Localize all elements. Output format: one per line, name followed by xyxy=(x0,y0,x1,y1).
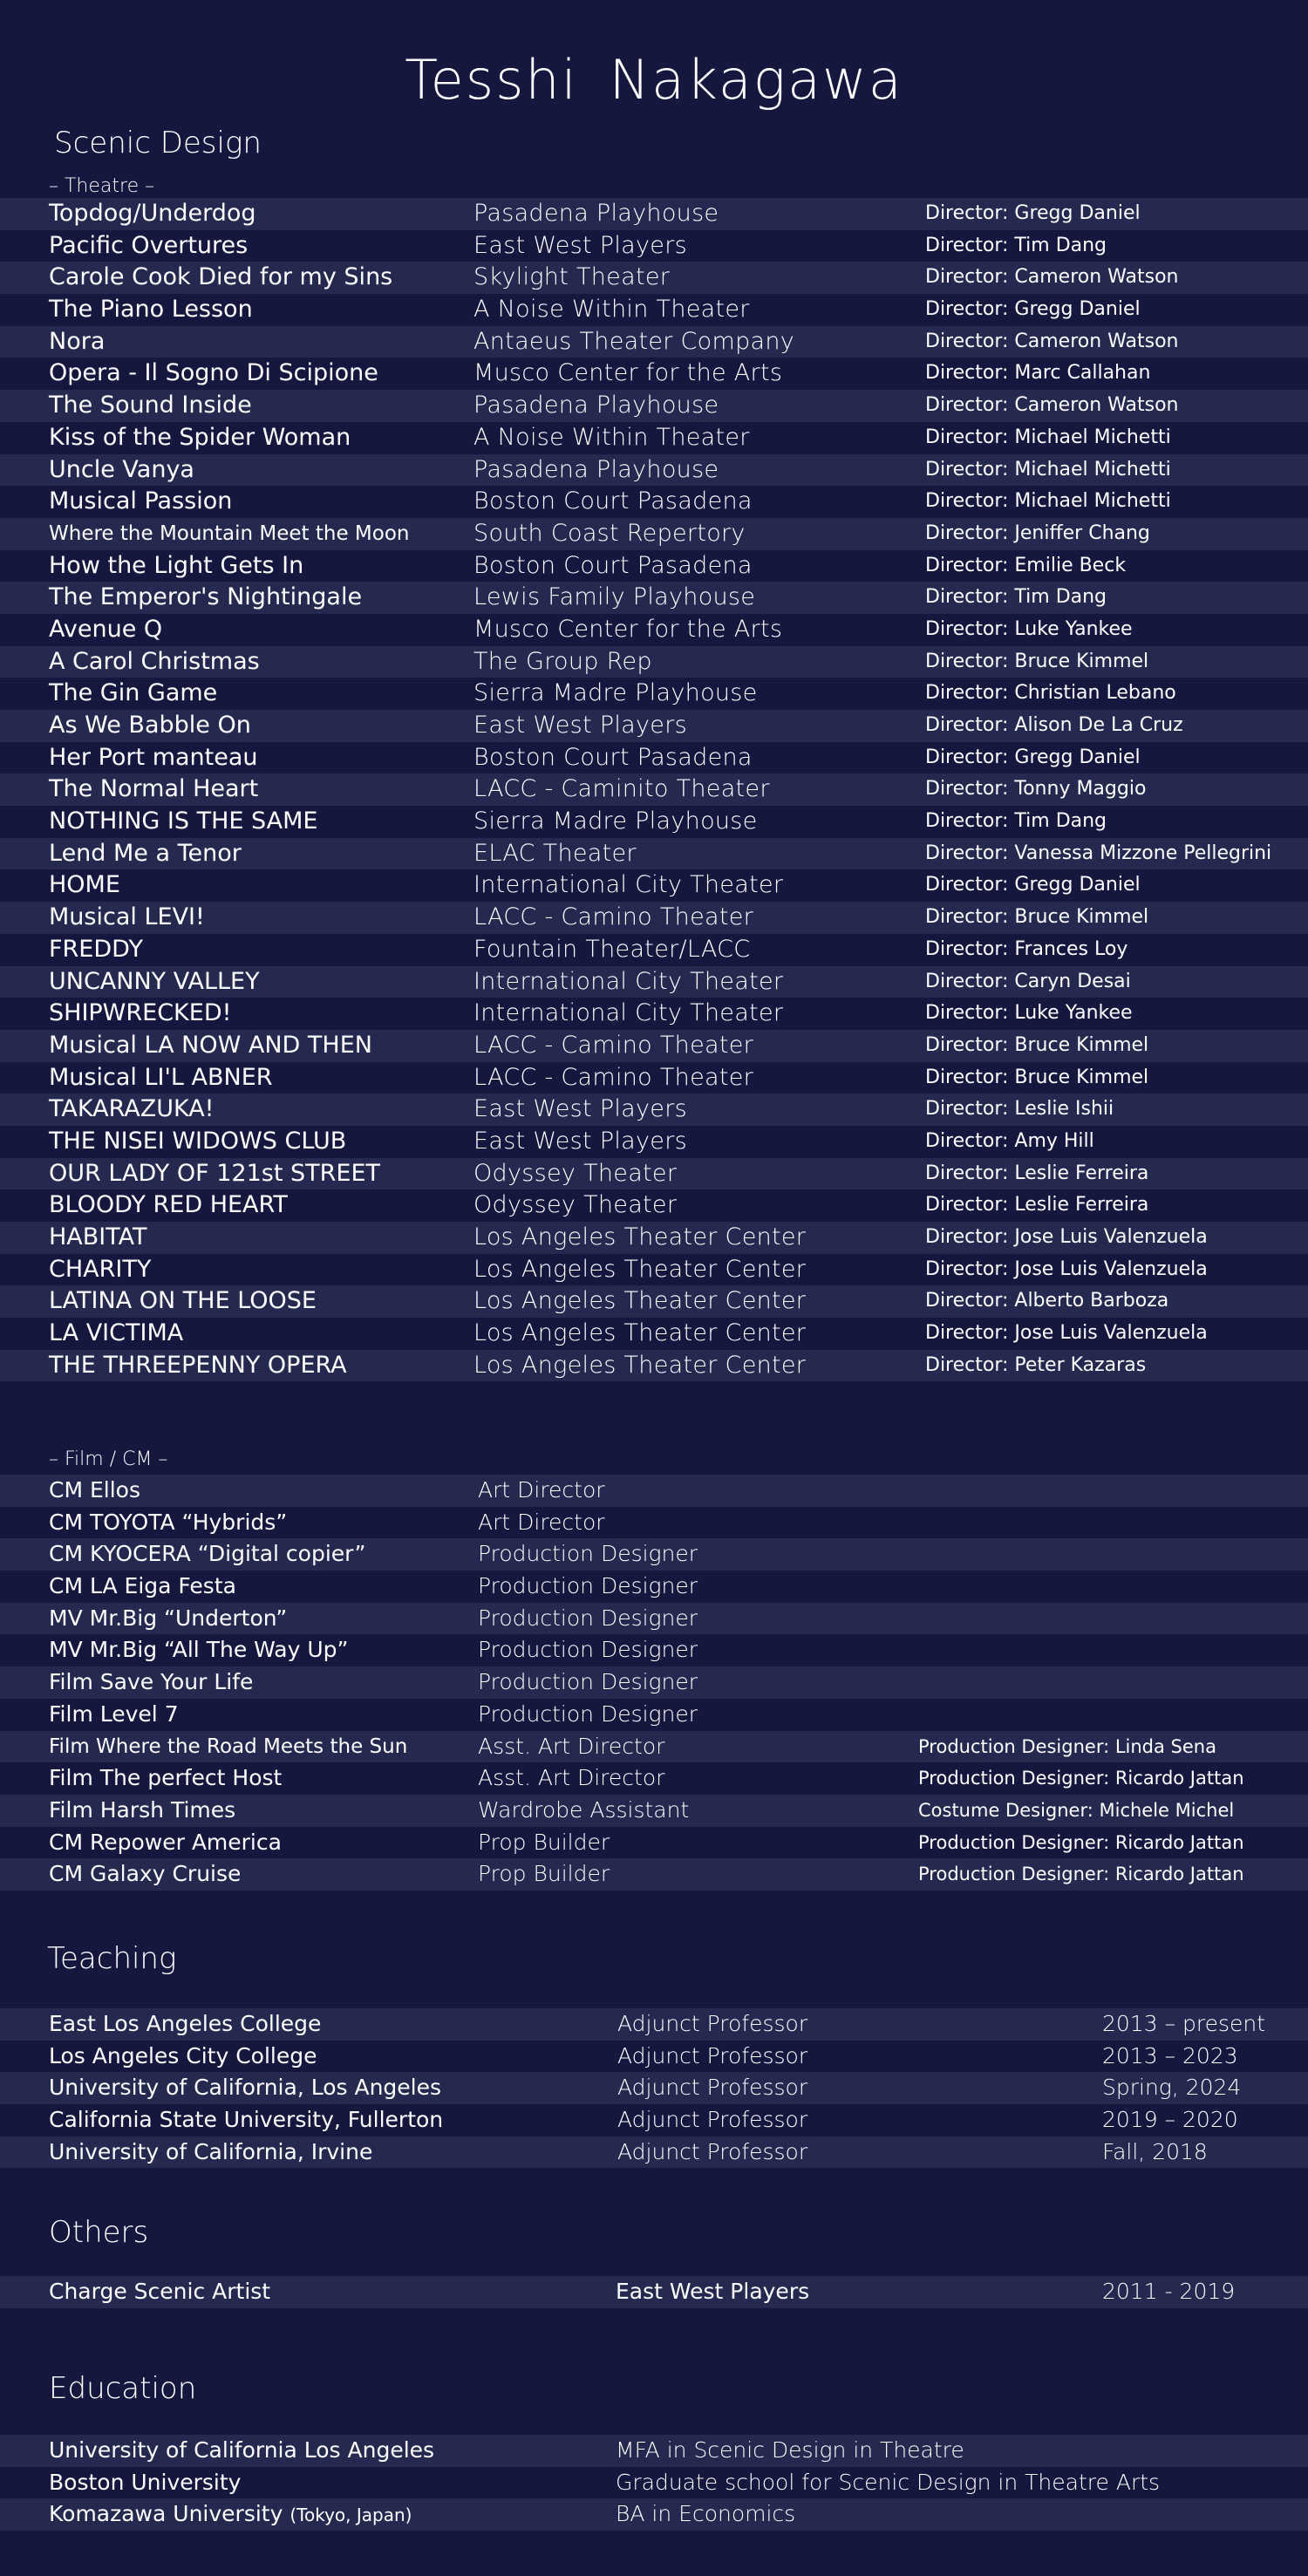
school-text: Komazawa University xyxy=(49,2501,283,2527)
theatre-credit-row xyxy=(0,486,1308,518)
theatre-credit-row xyxy=(0,262,1308,294)
theatre-credit-row xyxy=(0,518,1308,550)
venue: Lewis Family Playhouse xyxy=(473,583,756,611)
project-title: CM Galaxy Cruise xyxy=(49,1861,242,1887)
venue: Musco Center for the Arts xyxy=(473,615,783,643)
director-credit: Director: Michael Michetti xyxy=(925,490,1171,513)
production-title: THE THREEPENNY OPERA xyxy=(49,1351,347,1379)
director-credit: Director: Frances Loy xyxy=(925,937,1128,960)
film-credit-row xyxy=(0,1666,1308,1699)
film-credit-row xyxy=(0,1795,1308,1827)
director-credit: Director: Tim Dang xyxy=(925,586,1107,609)
role: Prop Builder xyxy=(478,1829,610,1855)
director-credit: Director: Bruce Kimmel xyxy=(925,1033,1149,1056)
director-credit: Director: Jose Luis Valenzuela xyxy=(925,1226,1208,1248)
venue: Boston Court Pasadena xyxy=(473,551,753,579)
director-credit: Director: Cameron Watson xyxy=(925,394,1179,417)
director-credit: Director: Alberto Barboza xyxy=(925,1290,1169,1312)
role: Production Designer xyxy=(478,1541,698,1567)
director-credit: Director: Bruce Kimmel xyxy=(925,1066,1149,1088)
venue: Sierra Madre Playhouse xyxy=(473,679,758,707)
project-title: CM LA Eiga Festa xyxy=(49,1573,236,1599)
role: Production Designer xyxy=(478,1573,698,1599)
production-title: How the Light Gets In xyxy=(49,551,304,579)
degree: Graduate school for Scenic Design in Theatre Arts xyxy=(616,2469,1161,2495)
production-title: Musical LA NOW AND THEN xyxy=(49,1031,372,1059)
film-credit-row xyxy=(0,1634,1308,1666)
theatre-credit-row xyxy=(0,326,1308,358)
position: Adjunct Professor xyxy=(617,2107,808,2133)
director-credit: Director: Jose Luis Valenzuela xyxy=(925,1322,1208,1345)
teaching-row xyxy=(0,2072,1308,2104)
production-title: THE NISEI WIDOWS CLUB xyxy=(49,1127,347,1155)
degree: MFA in Scenic Design in Theatre xyxy=(616,2437,964,2463)
production-title: Kiss of the Spider Woman xyxy=(49,423,351,451)
production-title: TAKARAZUKA! xyxy=(49,1095,215,1123)
location-note: (Tokyo, Japan) xyxy=(290,2504,412,2526)
resume-name: Tesshi Nakagawa xyxy=(405,48,903,112)
role: Production Designer xyxy=(478,1700,698,1727)
theatre-credit-row xyxy=(0,198,1308,230)
venue: Pasadena Playhouse xyxy=(473,455,719,483)
designer-credit: Production Designer: Ricardo Jattan xyxy=(918,1768,1244,1789)
production-title: The Gin Game xyxy=(49,679,218,707)
director-credit: Director: Gregg Daniel xyxy=(925,202,1141,224)
school: Los Angeles City College xyxy=(49,2042,317,2068)
theatre-credit-row xyxy=(0,806,1308,838)
venue: East West Players xyxy=(473,1095,687,1123)
theatre-credit-row xyxy=(0,934,1308,966)
school: California State University, Fullerton xyxy=(49,2107,444,2133)
school: University of California Los Angeles xyxy=(49,2437,435,2463)
theatre-credit-row xyxy=(0,1094,1308,1126)
production-title: The Sound Inside xyxy=(49,392,252,419)
position: Adjunct Professor xyxy=(617,2011,808,2036)
degree: BA in Economics xyxy=(616,2501,796,2527)
venue: South Coast Repertory xyxy=(473,519,746,547)
film-credit-row xyxy=(0,1475,1308,1507)
theatre-credit-row xyxy=(0,1189,1308,1222)
designer-credit: Production Designer: Linda Sena xyxy=(918,1735,1216,1757)
position: Adjunct Professor xyxy=(617,2075,808,2101)
education-heading: Education xyxy=(49,2371,197,2406)
teaching-row xyxy=(0,2104,1308,2136)
venue: Boston Court Pasadena xyxy=(473,743,753,771)
director-credit: Director: Gregg Daniel xyxy=(925,298,1141,321)
role: Production Designer xyxy=(478,1605,698,1631)
school: University of California, Los Angeles xyxy=(49,2075,442,2101)
theatre-credit-row xyxy=(0,582,1308,614)
theatre-credit-row xyxy=(0,742,1308,774)
production-title: SHIPWRECKED! xyxy=(49,999,232,1027)
venue: Odyssey Theater xyxy=(473,1159,678,1187)
education-row xyxy=(0,2435,1308,2467)
project-title: MV Mr.Big “All The Way Up” xyxy=(49,1637,349,1663)
years: 2013 – 2023 xyxy=(1102,2042,1238,2068)
years: Spring, 2024 xyxy=(1102,2075,1242,2101)
director-credit: Director: Peter Kazaras xyxy=(925,1353,1147,1376)
venue: The Group Rep xyxy=(473,647,652,675)
school xyxy=(49,2498,412,2531)
teaching-row xyxy=(0,2008,1308,2041)
director-credit: Director: Cameron Watson xyxy=(925,330,1179,352)
film-credit-row xyxy=(0,1858,1308,1891)
theatre-credit-row xyxy=(0,1030,1308,1062)
theatre-credit-row xyxy=(0,773,1308,806)
theatre-credit-row xyxy=(0,678,1308,710)
production-title: The Piano Lesson xyxy=(49,296,253,324)
project-title: Film Save Your Life xyxy=(49,1669,254,1695)
theatre-credit-row xyxy=(0,454,1308,487)
production-title: Nora xyxy=(49,327,106,355)
project-title: CM KYOCERA “Digital copier” xyxy=(49,1541,366,1567)
role: Prop Builder xyxy=(478,1861,610,1887)
role: Asst. Art Director xyxy=(478,1765,665,1791)
director-credit: Director: Bruce Kimmel xyxy=(925,650,1149,672)
venue: Sierra Madre Playhouse xyxy=(473,808,758,835)
film-credit-row xyxy=(0,1603,1308,1635)
director-credit: Director: Vanessa Mizzone Pellegrini xyxy=(925,842,1272,864)
theatre-credit-row xyxy=(0,1158,1308,1190)
venue: LACC - Camino Theater xyxy=(473,903,754,931)
theatre-credit-row xyxy=(0,1350,1308,1382)
director-credit: Director: Bruce Kimmel xyxy=(925,906,1149,929)
director-credit: Director: Alison De La Cruz xyxy=(925,714,1183,736)
director-credit: Director: Amy Hill xyxy=(925,1129,1094,1152)
theatre-credit-row xyxy=(0,998,1308,1030)
director-credit: Director: Luke Yankee xyxy=(925,617,1133,640)
years: 2011 - 2019 xyxy=(1102,2279,1236,2304)
director-credit: Director: Cameron Watson xyxy=(925,266,1179,289)
theatre-credit-row xyxy=(0,614,1308,646)
production-title: Musical Passion xyxy=(49,487,233,515)
theatre-credit-row xyxy=(0,1126,1308,1158)
director-credit: Director: Gregg Daniel xyxy=(925,746,1141,768)
role: Art Director xyxy=(478,1509,605,1535)
project-title: CM Ellos xyxy=(49,1477,140,1503)
role: Wardrobe Assistant xyxy=(478,1796,690,1823)
theatre-credit-row xyxy=(0,422,1308,454)
project-title: CM TOYOTA “Hybrids” xyxy=(49,1509,288,1535)
production-title: UNCANNY VALLEY xyxy=(49,967,260,995)
production-title: OUR LADY OF 121st STREET xyxy=(49,1159,381,1187)
film-credits-list xyxy=(0,1475,1308,1891)
production-title: CHARITY xyxy=(49,1255,152,1283)
project-title: Film Harsh Times xyxy=(49,1796,236,1823)
school: East Los Angeles College xyxy=(49,2011,322,2036)
venue: ELAC Theater xyxy=(473,839,637,867)
role: Art Director xyxy=(478,1477,605,1503)
venue: Pasadena Playhouse xyxy=(473,392,719,419)
venue: Los Angeles Theater Center xyxy=(473,1319,807,1347)
venue: Boston Court Pasadena xyxy=(473,487,753,515)
director-credit: Director: Michael Michetti xyxy=(925,426,1171,448)
venue: Antaeus Theater Company xyxy=(473,327,795,355)
theatre-credit-row xyxy=(0,390,1308,422)
production-title: NOTHING IS THE SAME xyxy=(49,808,318,835)
film-credit-row xyxy=(0,1538,1308,1571)
role: Production Designer xyxy=(478,1669,698,1695)
venue: East West Players xyxy=(473,712,687,739)
production-title: The Emperor's Nightingale xyxy=(49,583,363,611)
production-title: The Normal Heart xyxy=(49,775,259,803)
others-heading: Others xyxy=(49,2215,149,2250)
venue: A Noise Within Theater xyxy=(473,423,750,451)
production-title: As We Babble On xyxy=(49,712,251,739)
teaching-row xyxy=(0,2041,1308,2073)
production-title: Avenue Q xyxy=(49,615,163,643)
position: Adjunct Professor xyxy=(617,2042,808,2068)
position: Adjunct Professor xyxy=(617,2138,808,2164)
designer-credit: Production Designer: Ricardo Jattan xyxy=(918,1864,1244,1885)
director-credit: Director: Leslie Ferreira xyxy=(925,1162,1149,1184)
production-title: HOME xyxy=(49,871,120,899)
production-title: A Carol Christmas xyxy=(49,647,260,675)
education-row xyxy=(0,2467,1308,2499)
production-title: Opera - Il Sogno Di Scipione xyxy=(49,359,378,387)
production-title: Lend Me a Tenor xyxy=(49,839,242,867)
production-title: Musical LEVI! xyxy=(49,903,205,931)
venue: International City Theater xyxy=(473,999,784,1027)
theatre-credit-row xyxy=(0,869,1308,902)
years: 2019 – 2020 xyxy=(1102,2107,1238,2133)
director-credit: Director: Gregg Daniel xyxy=(925,874,1141,896)
director-credit: Director: Caryn Desai xyxy=(925,970,1131,992)
production-title: Uncle Vanya xyxy=(49,455,194,483)
theatre-credit-row xyxy=(0,550,1308,583)
film-credit-row xyxy=(0,1827,1308,1859)
years: Fall, 2018 xyxy=(1102,2138,1208,2164)
director-credit: Director: Tim Dang xyxy=(925,234,1107,256)
production-title: Her Port manteau xyxy=(49,743,258,771)
film-label: – Film / CM – xyxy=(49,1448,168,1470)
production-title: Musical LI'L ABNER xyxy=(49,1063,273,1091)
production-title: LATINA ON THE LOOSE xyxy=(49,1287,317,1315)
director-credit: Director: Christian Lebano xyxy=(925,682,1176,705)
others-list xyxy=(0,2276,1308,2308)
theatre-credit-row xyxy=(0,1254,1308,1286)
production-title: LA VICTIMA xyxy=(49,1319,184,1347)
venue: Los Angeles Theater Center xyxy=(473,1351,807,1379)
film-credit-row xyxy=(0,1507,1308,1539)
theatre-label: – Theatre – xyxy=(49,175,155,197)
school: Boston University xyxy=(49,2469,242,2495)
venue: Skylight Theater xyxy=(473,263,671,291)
designer-credit: Costume Designer: Michele Michel xyxy=(918,1799,1235,1821)
theatre-credit-row xyxy=(0,1062,1308,1094)
venue: Odyssey Theater xyxy=(473,1191,678,1219)
project-title: Film Where the Road Meets the Sun xyxy=(49,1734,408,1758)
years: 2013 – present xyxy=(1102,2011,1266,2036)
director-credit: Director: Tim Dang xyxy=(925,810,1107,833)
venue: LACC - Caminito Theater xyxy=(473,775,770,803)
venue: Los Angeles Theater Center xyxy=(473,1287,807,1315)
theatre-credit-row xyxy=(0,710,1308,742)
theatre-credit-row xyxy=(0,966,1308,998)
designer-credit: Production Designer: Ricardo Jattan xyxy=(918,1831,1244,1853)
education-row xyxy=(0,2498,1308,2531)
production-title: BLOODY RED HEART xyxy=(49,1191,288,1219)
theatre-credit-row xyxy=(0,1318,1308,1350)
education-list xyxy=(0,2435,1308,2531)
scenic-design-heading: Scenic Design xyxy=(54,126,262,160)
organization: East West Players xyxy=(616,2279,810,2304)
project-title: Film Level 7 xyxy=(49,1700,179,1727)
director-credit: Director: Emilie Beck xyxy=(925,554,1127,576)
others-row xyxy=(0,2276,1308,2308)
venue: Musco Center for the Arts xyxy=(473,359,783,387)
teaching-heading: Teaching xyxy=(47,1941,177,1976)
role: Production Designer xyxy=(478,1637,698,1663)
venue: East West Players xyxy=(473,1127,687,1155)
theatre-credit-row xyxy=(0,902,1308,934)
director-credit: Director: Jose Luis Valenzuela xyxy=(925,1257,1208,1280)
venue: Pasadena Playhouse xyxy=(473,200,719,227)
production-title: Pacific Overtures xyxy=(49,231,249,259)
role: Charge Scenic Artist xyxy=(49,2279,271,2304)
venue: A Noise Within Theater xyxy=(473,296,750,324)
project-title: Film The perfect Host xyxy=(49,1765,283,1791)
teaching-row xyxy=(0,2136,1308,2169)
teaching-list xyxy=(0,2008,1308,2168)
production-title: HABITAT xyxy=(49,1223,147,1251)
director-credit: Director: Tonny Maggio xyxy=(925,778,1147,801)
director-credit: Director: Michael Michetti xyxy=(925,458,1171,480)
director-credit: Director: Jeniffer Chang xyxy=(925,521,1150,544)
production-title: Topdog/Underdog xyxy=(49,200,256,227)
theatre-credit-row xyxy=(0,1222,1308,1254)
theatre-credit-row xyxy=(0,838,1308,870)
production-title: FREDDY xyxy=(49,935,143,963)
production-title: Carole Cook Died for my Sins xyxy=(49,263,393,291)
venue: Los Angeles Theater Center xyxy=(473,1223,807,1251)
project-title: CM Repower America xyxy=(49,1829,282,1855)
venue: Fountain Theater/LACC xyxy=(473,935,751,963)
school: University of California, Irvine xyxy=(49,2138,373,2164)
venue: International City Theater xyxy=(473,967,784,995)
venue: East West Players xyxy=(473,231,687,259)
director-credit: Director: Luke Yankee xyxy=(925,1002,1133,1025)
film-credit-row xyxy=(0,1762,1308,1795)
production-title: Where the Mountain Meet the Moon xyxy=(49,521,410,545)
theatre-credit-row xyxy=(0,1285,1308,1318)
film-credit-row xyxy=(0,1731,1308,1763)
film-credit-row xyxy=(0,1699,1308,1731)
theatre-credit-row xyxy=(0,294,1308,326)
venue: International City Theater xyxy=(473,871,784,899)
theatre-credit-row xyxy=(0,358,1308,390)
theatre-credits-list xyxy=(0,198,1308,1381)
director-credit: Director: Leslie Ferreira xyxy=(925,1194,1149,1216)
project-title: MV Mr.Big “Underton” xyxy=(49,1605,288,1631)
venue: Los Angeles Theater Center xyxy=(473,1255,807,1283)
theatre-credit-row xyxy=(0,230,1308,262)
role: Asst. Art Director xyxy=(478,1733,665,1759)
director-credit: Director: Marc Callahan xyxy=(925,362,1151,385)
director-credit: Director: Leslie Ishii xyxy=(925,1098,1114,1121)
venue: LACC - Camino Theater xyxy=(473,1031,754,1059)
venue: LACC - Camino Theater xyxy=(473,1063,754,1091)
film-credit-row xyxy=(0,1571,1308,1603)
theatre-credit-row xyxy=(0,646,1308,678)
